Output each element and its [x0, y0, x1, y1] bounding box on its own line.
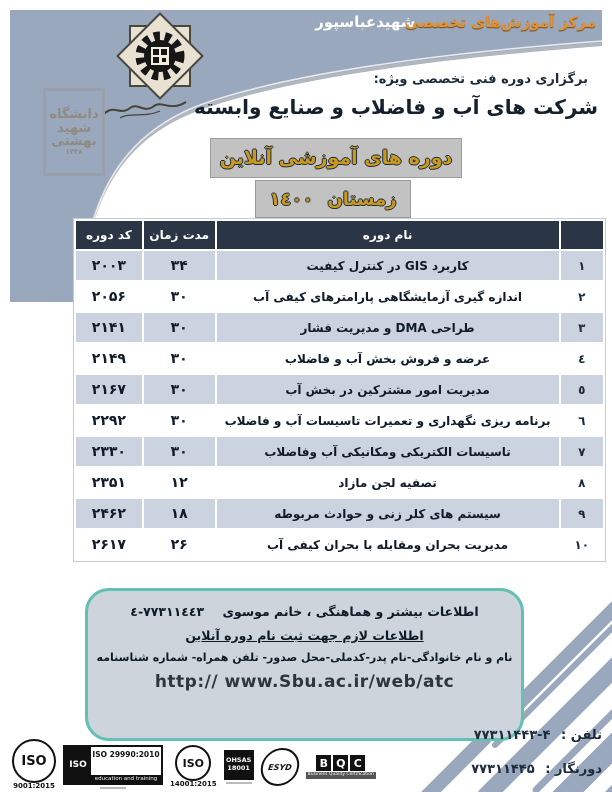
cell-course-code: ۲۴۶۲: [76, 499, 142, 528]
cell-row-number: ١: [561, 251, 603, 280]
table-row: [76, 468, 603, 497]
header-row-number: [561, 221, 603, 249]
table-header-row: [76, 221, 603, 249]
cell-row-number: ٥: [561, 375, 603, 404]
cell-row-number: ٤: [561, 344, 603, 373]
cell-course-code: ۲۲۹۲: [76, 406, 142, 435]
cell-course-name: مدیریت امور مشترکین در بخش آب: [217, 375, 559, 404]
cell-duration: ۳۰: [144, 313, 215, 342]
iso-29990-caption: education and training: [91, 775, 161, 783]
table-row: [76, 251, 603, 280]
cell-course-code: ۲۶۱۷: [76, 530, 142, 559]
university-logo-year: ۱۳۳۸: [65, 147, 83, 156]
banner-online-courses-label: دوره های آموزشی آنلاین: [219, 147, 453, 169]
footer-phone-label: تلفن :: [561, 728, 602, 743]
cell-course-name: سیستم های کلر زنی و حوادث مربوطه: [217, 499, 559, 528]
iso-29990-side: ISO: [65, 747, 91, 783]
iso-9001-standard: 9001:2015: [13, 782, 55, 791]
header-course-name: نام دوره: [217, 221, 559, 249]
center-title-main: مرکز آموزش‌های تخصصی: [404, 13, 596, 31]
ohsas-logo: [224, 750, 254, 784]
cell-duration: ۱۸: [144, 499, 215, 528]
iso-14001-standard: 14001:2015: [170, 780, 217, 789]
calligraphy-signature-icon: [100, 96, 190, 122]
banner-season-word: زمستان: [327, 188, 397, 210]
esyd-text: ESYD: [258, 748, 301, 786]
bqc-letter-q: Q: [333, 755, 348, 771]
university-logo-line3: بهشتی: [51, 134, 97, 150]
banner-season: [255, 180, 411, 218]
header-duration: مدت زمان: [144, 221, 215, 249]
banner-online-courses: [210, 138, 462, 178]
cell-course-code: ۲۳۳۰: [76, 437, 142, 466]
cell-course-name: تاسیسات الکتریکی ومکانیکی آب وفاضلاب: [217, 437, 559, 466]
contact-line: [88, 604, 521, 619]
center-emblem-icon: [112, 12, 208, 104]
iso-29990-logo: [63, 745, 163, 789]
university-logo-line1: دانشگاه: [49, 106, 99, 122]
header-course-code: کد دوره: [76, 221, 142, 249]
cell-course-name: تصفیه لجن مازاد: [217, 468, 559, 497]
cell-row-number: ٢: [561, 282, 603, 311]
cell-course-name: عرضه و فروش بخش آب و فاضلاب: [217, 344, 559, 373]
ohsas-text: OHSAS: [225, 756, 252, 765]
footer-fax: [471, 762, 602, 777]
contact-text: اطلاعات بیشتر و هماهنگی ، خانم موسوی: [222, 604, 479, 619]
cell-duration: ۳۰: [144, 282, 215, 311]
cell-course-name: طراحی DMA و مدیریت فشار: [217, 313, 559, 342]
university-logo: [43, 88, 105, 176]
iso-14001-logo: [170, 745, 217, 789]
bqc-letter-c: C: [350, 755, 365, 771]
registration-title: اطلاعات لازم جهت ثبت نام دوره آنلاین: [185, 628, 424, 643]
university-logo-line2: شهید: [56, 120, 92, 136]
bqc-caption: Business Quality Certification: [307, 772, 374, 778]
course-table-body: [76, 251, 603, 559]
cell-duration: ۳۰: [144, 375, 215, 404]
banner-season-year: ١٤٠٠: [269, 188, 314, 210]
cell-duration: ۳۰: [144, 406, 215, 435]
cell-course-code: ۲۱۴۹: [76, 344, 142, 373]
table-row: [76, 437, 603, 466]
cell-row-number: ٦: [561, 406, 603, 435]
footer-phone: [474, 728, 602, 743]
cell-course-name: اندازه گیری آزمایشگاهی پارامترهای کیفی آب: [217, 282, 559, 311]
iso-14001-text: ISO: [182, 756, 204, 770]
cell-row-number: ٣: [561, 313, 603, 342]
footer-phone-number: ۷۷۳۱۱۴۴۳-۴: [473, 728, 551, 743]
cell-course-code: ۲۱۶۷: [76, 375, 142, 404]
footer-fax-label: دورنگار :: [545, 762, 602, 777]
table-row: [76, 530, 603, 559]
cell-course-code: ۲۱۴۱: [76, 313, 142, 342]
table-row: [76, 282, 603, 311]
cell-course-code: ۲۰۵۶: [76, 282, 142, 311]
iso-29990-standard: ISO 29990:2010: [92, 750, 160, 759]
footer-fax-number: ۷۷۳۱۱۴۴۵: [471, 762, 535, 777]
course-table: [73, 218, 606, 562]
bqc-letter-b: B: [316, 755, 331, 771]
table-row: [76, 375, 603, 404]
cell-course-code: ۲۳۵۱: [76, 468, 142, 497]
cell-duration: ۳۰: [144, 437, 215, 466]
cell-course-name: مدیریت بحران ومقابله با بحران کیفی آب: [217, 530, 559, 559]
cell-row-number: ٩: [561, 499, 603, 528]
table-row: [76, 499, 603, 528]
cell-duration: ۳۰: [144, 344, 215, 373]
cell-row-number: ١٠: [561, 530, 603, 559]
cell-course-name: کاربرد GIS در کنترل کیفیت: [217, 251, 559, 280]
event-subtitle: برگزاری دوره فنی تخصصی ویژه:: [373, 72, 588, 87]
registration-info-box: [85, 588, 524, 741]
audience-title: شرکت های آب و فاضلاب و صنایع وابسته: [193, 95, 598, 119]
table-row: [76, 406, 603, 435]
cell-row-number: ٨: [561, 468, 603, 497]
center-title: [315, 13, 596, 31]
bqc-logo: [306, 755, 376, 778]
cell-course-code: ۲۰۰۳: [76, 251, 142, 280]
table-row: [76, 344, 603, 373]
ohsas-number: 18001: [227, 764, 250, 772]
contact-phone-number: ٧٧٣١١٤٤٣-٤: [130, 604, 205, 619]
iso-9001-text: ISO: [21, 753, 47, 769]
cell-duration: ۱۲: [144, 468, 215, 497]
iso-9001-logo: [12, 739, 56, 792]
registration-fields: نام و نام خانوادگی-نام پدر-کدملی-محل صدور- تلفن همراه- شماره شناسنامه: [96, 651, 513, 664]
center-title-name: شهیدعباسپور: [315, 13, 416, 31]
cell-duration: ۲۶: [144, 530, 215, 559]
table-row: [76, 313, 603, 342]
cell-course-name: برنامه ریزی نگهداری و تعمیرات تاسیسات آب و فاضلاب: [217, 406, 559, 435]
registration-url-link[interactable]: http:// www.Sbu.ac.ir/web/atc: [154, 672, 455, 692]
cell-duration: ۳۴: [144, 251, 215, 280]
cell-row-number: ٧: [561, 437, 603, 466]
esyd-logo: [261, 748, 299, 786]
certification-logos: [12, 744, 376, 790]
